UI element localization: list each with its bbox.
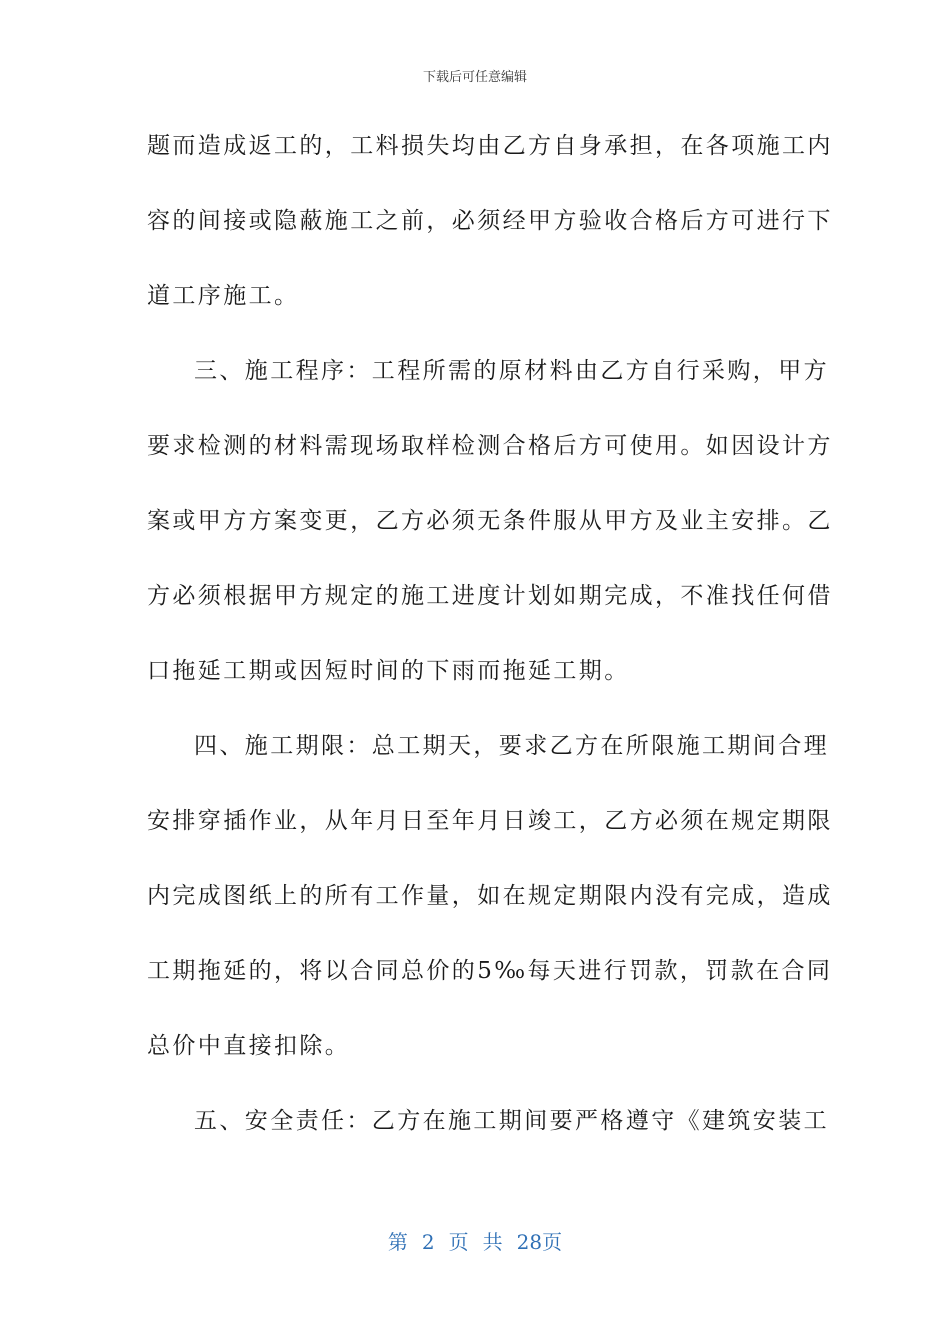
body-line: 口拖延工期或因短时间的下雨而拖延工期。 — [147, 658, 630, 684]
body-line: 要求检测的材料需现场取样检测合格后方可使用。如因设计方 — [147, 433, 833, 459]
body-line: 工期拖延的，将以合同总价的5‰每天进行罚款，罚款在合同 — [147, 958, 833, 984]
body-line: 总价中直接扣除。 — [147, 1033, 351, 1059]
body-line: 案或甲方方案变更，乙方必须无条件服从甲方及业主安排。乙 — [147, 508, 833, 534]
body-line: 题而造成返工的，工料损失均由乙方自身承担，在各项施工内 — [147, 133, 833, 159]
footer-current-page: 2 — [421, 1230, 435, 1254]
body-line: 安排穿插作业，从年月日至年月日竣工，乙方必须在规定期限 — [147, 808, 833, 834]
footer-total-pages: 28页 — [516, 1230, 563, 1254]
body-line: 道工序施工。 — [147, 283, 300, 309]
section-four-heading-line: 四、施工期限：总工期天，要求乙方在所限施工期间合理 — [194, 733, 829, 759]
footer-page-label: 页 — [448, 1230, 469, 1254]
body-line: 容的间接或隐蔽施工之前，必须经甲方验收合格后方可进行下 — [147, 208, 833, 234]
footer-prefix: 第 — [387, 1230, 408, 1254]
section-five-heading-line: 五、安全责任：乙方在施工期间要严格遵守《建筑安装工 — [194, 1108, 829, 1134]
document-body — [147, 126, 833, 1176]
footer-total-label: 共 — [482, 1230, 503, 1254]
body-line: 方必须根据甲方规定的施工进度计划如期完成，不准找任何借 — [147, 583, 833, 609]
body-line: 内完成图纸上的所有工作量，如在规定期限内没有完成，造成 — [147, 883, 833, 909]
page-number-footer — [0, 1226, 950, 1255]
page-header-note: 下载后可任意编辑 — [422, 70, 527, 85]
section-three-heading-line: 三、施工程序：工程所需的原材料由乙方自行采购，甲方 — [194, 358, 829, 384]
